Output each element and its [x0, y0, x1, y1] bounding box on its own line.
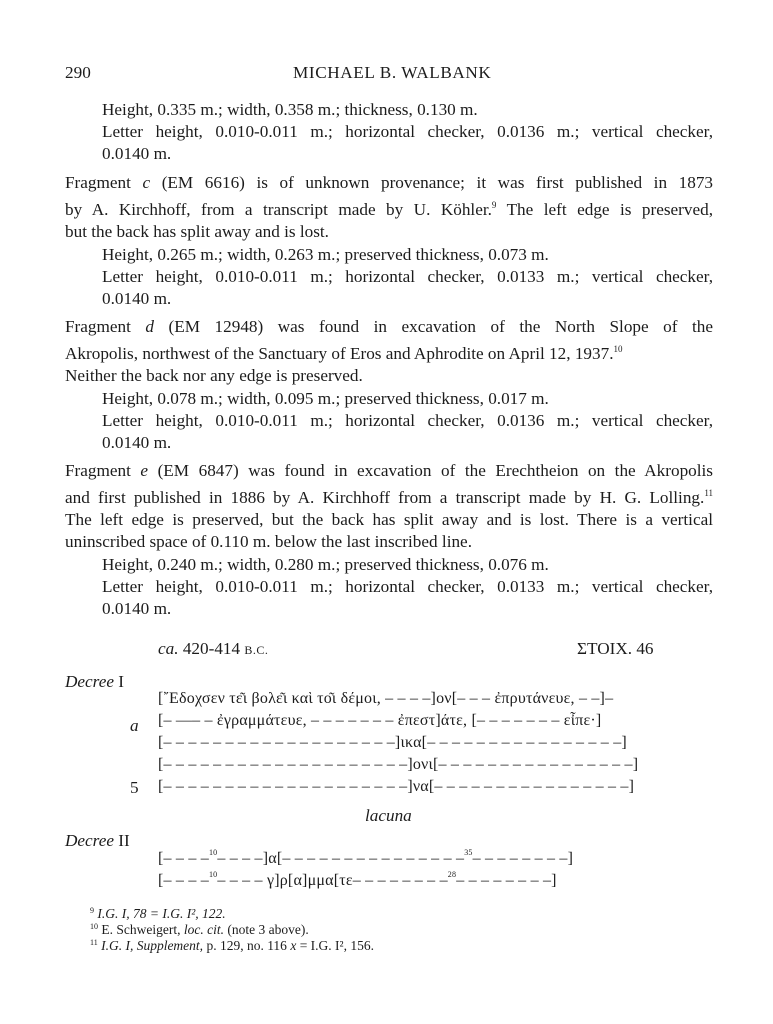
- measurement-line: 0.0140 m.: [102, 599, 172, 618]
- inscription-date: [158, 638, 268, 661]
- letter-count: 10: [208, 848, 218, 857]
- text: (EM 6847) was found in excavation of the Erechtheion on the Akropolis: [148, 461, 713, 480]
- footnote-number: 9: [90, 906, 94, 915]
- page-number: 290: [65, 63, 91, 82]
- fragment-label-a: a: [130, 716, 139, 735]
- fragment-c-measurements: [102, 244, 713, 310]
- text: uninscribed space of 0.110 m. below the last inscribed line.: [65, 532, 472, 551]
- measurement-line: 0.0140 m.: [102, 144, 172, 163]
- footnote-ref: 10: [613, 344, 623, 354]
- letter-count: 10: [208, 870, 218, 879]
- measurement-line: 0.0140 m.: [102, 433, 172, 452]
- line-segment: – – – – γ]ρ[α]μμα[τε– – – – – – – –: [217, 872, 448, 889]
- fragment-c-paragraph: [65, 172, 713, 243]
- fragment-e-measurements: [102, 554, 713, 620]
- line-segment: [– – – –: [158, 872, 209, 889]
- fragment-e-paragraph: [65, 460, 713, 553]
- text: The left edge is preserved, but the back has split away and is lost. There is a vertical: [65, 510, 713, 529]
- text: The left edge is preserved,: [496, 200, 714, 219]
- fragment-b-measurements: [102, 99, 713, 165]
- lacuna-label: lacuna: [365, 806, 412, 825]
- footnote-number: 10: [90, 922, 98, 931]
- footnote-text: x: [290, 938, 297, 953]
- measurement-line: Height, 0.078 m.; width, 0.095 m.; preserved thickness, 0.017 m.: [102, 389, 549, 408]
- line-segment: [– – – –: [158, 850, 209, 867]
- text: and first published in 1886 by A. Kirchhoff from a transcript made by H. G. Lolling.: [65, 488, 705, 507]
- footnote-number: 11: [90, 938, 98, 947]
- decree-ii-line: [158, 850, 573, 868]
- text: (EM 6616) is of unknown provenance; it was first published in 1873: [150, 173, 714, 192]
- fragment-letter: e: [140, 461, 149, 480]
- decree-i-line: [– – – – – – – – – – – – – – – – – – – –]να[– – – – – – – – – – – – – – – –]: [158, 778, 635, 795]
- decree-ii-label: [65, 830, 130, 852]
- text: (EM 12948) was found in excavation of the North Slope of the: [154, 317, 714, 336]
- footnote-text: loc. cit.: [183, 922, 224, 937]
- decree-i-line: [– – – – – – – – – – – – – – – – – – –]ικα[– – – – – – – – – – – – – – – –]: [158, 734, 627, 751]
- letter-count: 28: [447, 870, 457, 879]
- line-segment: – – – – – – – –]: [456, 872, 557, 889]
- text: Fragment: [65, 317, 146, 336]
- fragment-letter: d: [145, 317, 154, 336]
- decree-i-line: [– —– – ἐγραμμάτευε, – – – – – – – ἐπεστ]άτε, [– – – – – – – εἶπε·]: [158, 712, 602, 729]
- circa: ca.: [158, 639, 179, 658]
- date-range: 420-414: [178, 639, 245, 658]
- decree-number: II: [113, 831, 130, 850]
- line-segment: – – – –]α[– – – – – – – – – – – – – – –: [217, 850, 465, 867]
- letter-count: 35: [464, 848, 473, 857]
- running-title: MICHAEL B. WALBANK: [293, 63, 492, 82]
- text: Fragment: [65, 173, 143, 192]
- measurement-line: Letter height, 0.010-0.011 m.; horizontal checker, 0.0136 m.; vertical checker,: [102, 411, 713, 430]
- footnote-text: E. Schweigert,: [98, 922, 184, 937]
- fragment-d-paragraph: [65, 316, 713, 387]
- footnote-text: I.G. I, Supplement,: [97, 938, 204, 953]
- measurement-line: Letter height, 0.010-0.011 m.; horizontal checker, 0.0133 m.; vertical checker,: [102, 577, 713, 596]
- measurement-line: Height, 0.240 m.; width, 0.280 m.; preserved thickness, 0.076 m.: [102, 555, 549, 574]
- measurement-line: Height, 0.265 m.; width, 0.263 m.; preserved thickness, 0.073 m.: [102, 245, 549, 264]
- measurement-line: 0.0140 m.: [102, 289, 172, 308]
- fragment-letter: c: [142, 173, 151, 192]
- stoichedon-count: ΣΤΟΙΧ. 46: [577, 639, 654, 658]
- footnote-text: = I.G. I², 156.: [296, 938, 374, 953]
- footnote-text: p. 129, no. 116: [203, 938, 291, 953]
- fragment-d-measurements: [102, 388, 713, 454]
- footnote-ref: 11: [704, 488, 713, 498]
- decree-word: Decree: [65, 672, 114, 691]
- text: Neither the back nor any edge is preserved.: [65, 366, 363, 385]
- decree-i-label: [65, 671, 124, 693]
- decree-ii-line: [158, 872, 557, 890]
- measurement-line: Letter height, 0.010-0.011 m.; horizontal checker, 0.0136 m.; vertical checker,: [102, 122, 713, 141]
- footnote-text: I.G. I, 78 = I.G. I², 122.: [94, 906, 226, 921]
- decree-i-line: [– – – – – – – – – – – – – – – – – – – –]ονι[– – – – – – – – – – – – – – – –]: [158, 756, 639, 773]
- decree-number: I: [113, 672, 125, 691]
- decree-word: Decree: [65, 831, 114, 850]
- footnote-11: [90, 935, 374, 954]
- text: Akropolis, northwest of the Sanctuary of Eros and Aphrodite on April 12, 1937.: [65, 344, 614, 363]
- text: but the back has split away and is lost.: [65, 222, 329, 241]
- text: Fragment: [65, 461, 141, 480]
- text: by A. Kirchhoff, from a transcript made by U. Köhler.: [65, 200, 492, 219]
- footnote-ref: 9: [491, 200, 497, 210]
- footnote-text: (note 3 above).: [223, 922, 309, 937]
- line-segment: – – – – – – – –]: [472, 850, 574, 867]
- measurement-line: Height, 0.335 m.; width, 0.358 m.; thickness, 0.130 m.: [102, 100, 478, 119]
- measurement-line: Letter height, 0.010-0.011 m.; horizontal checker, 0.0133 m.; vertical checker,: [102, 267, 713, 286]
- era: B.C.: [244, 643, 269, 657]
- decree-i-line: [῎Εδοχσεν τε͂ι βολε͂ι καὶ το͂ι δέμοι, – – – –]ον[– – – ἐπρυτάνευε, – –]–: [158, 690, 614, 707]
- line-number-5: 5: [130, 778, 139, 797]
